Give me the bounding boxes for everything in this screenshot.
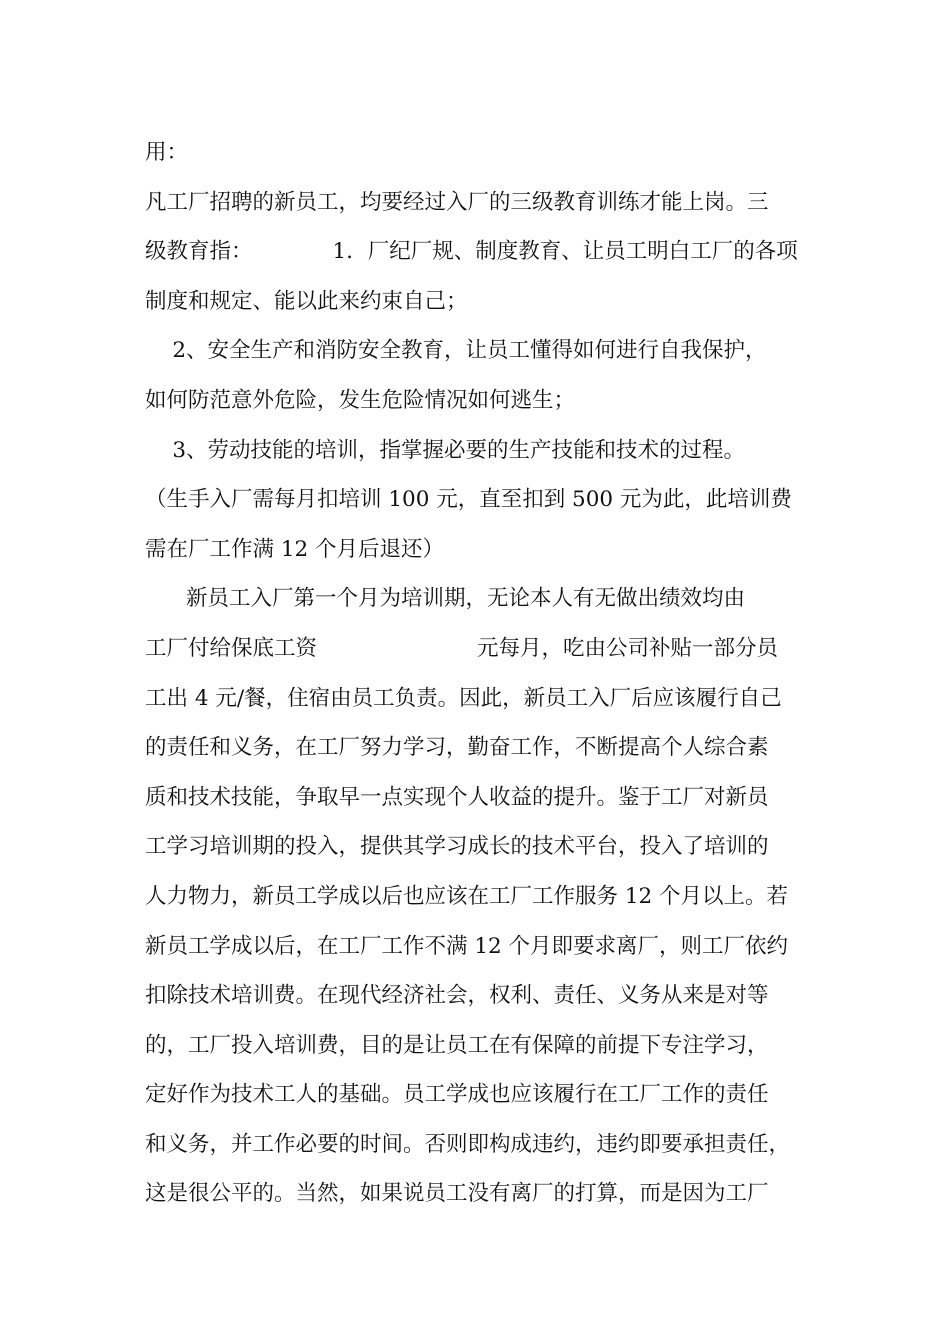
text-line: 的责任和义务，在工厂努力学习，勤奋工作，不断提高个人综合素	[145, 735, 769, 761]
text-line: 2、安全生产和消防安全教育，让员工懂得如何进行自我保护，	[145, 338, 767, 364]
text-line: （生手入厂需每月扣培训 100 元，直至扣到 500 元为此，此培训费	[145, 487, 792, 513]
text-line	[145, 227, 825, 277]
text-line: 定好作为技术工人的基础。员工学成也应该履行在工厂工作的责任	[145, 1082, 769, 1108]
text-segment: 工厂付给保底工资	[145, 635, 318, 661]
text-line: 这是很公平的。当然，如果说员工没有离厂的打算，而是因为工厂	[145, 1181, 769, 1207]
text-line: 需在厂工作满 12 个月后退还）	[145, 536, 445, 562]
text-line: 凡工厂招聘的新员工，均要经过入厂的三级教育训练才能上岗。三	[145, 189, 769, 215]
text-line: 质和技术技能，争取早一点实现个人收益的提升。鉴于工厂对新员	[145, 784, 769, 810]
text-line: 和义务，并工作必要的时间。否则即构成违约，违约即要承担责任，	[145, 1131, 791, 1157]
text-line: 工出 4 元/餐，住宿由员工负责。因此，新员工入厂后应该履行自己	[145, 685, 782, 711]
text-segment: 元每月，吃由公司补贴一部分员	[477, 635, 779, 661]
text-line: 新员工学成以后，在工厂工作不满 12 个月即要求离厂，则工厂依约	[145, 933, 789, 959]
document-body	[145, 128, 825, 1219]
text-line: 制度和规定、能以此来约束自己；	[145, 288, 468, 314]
text-line: 3、劳动技能的培训，指掌握必要的生产技能和技术的过程。	[145, 437, 746, 463]
text-segment: 级教育指：	[145, 239, 253, 265]
text-line: 扣除技术培训费。在现代经济社会，权利、责任、义务从来是对等	[145, 983, 769, 1009]
text-line: 用：	[145, 140, 189, 165]
text-line: 人力物力，新员工学成以后也应该在工厂工作服务 12 个月以上。若	[145, 883, 789, 909]
text-segment: 1．厂纪厂规、制度教育、让员工明白工厂的各项	[332, 239, 798, 265]
text-line	[145, 624, 825, 674]
text-line: 工学习培训期的投入，提供其学习成长的技术平台，投入了培训的	[145, 834, 769, 860]
text-line: 的，工厂投入培训费，目的是让员工在有保障的前提下专注学习，	[145, 1032, 769, 1058]
text-line: 新员工入厂第一个月为培训期，无论本人有无做出绩效均由	[145, 586, 746, 612]
text-line: 如何防范意外危险，发生危险情况如何逃生；	[145, 387, 576, 413]
